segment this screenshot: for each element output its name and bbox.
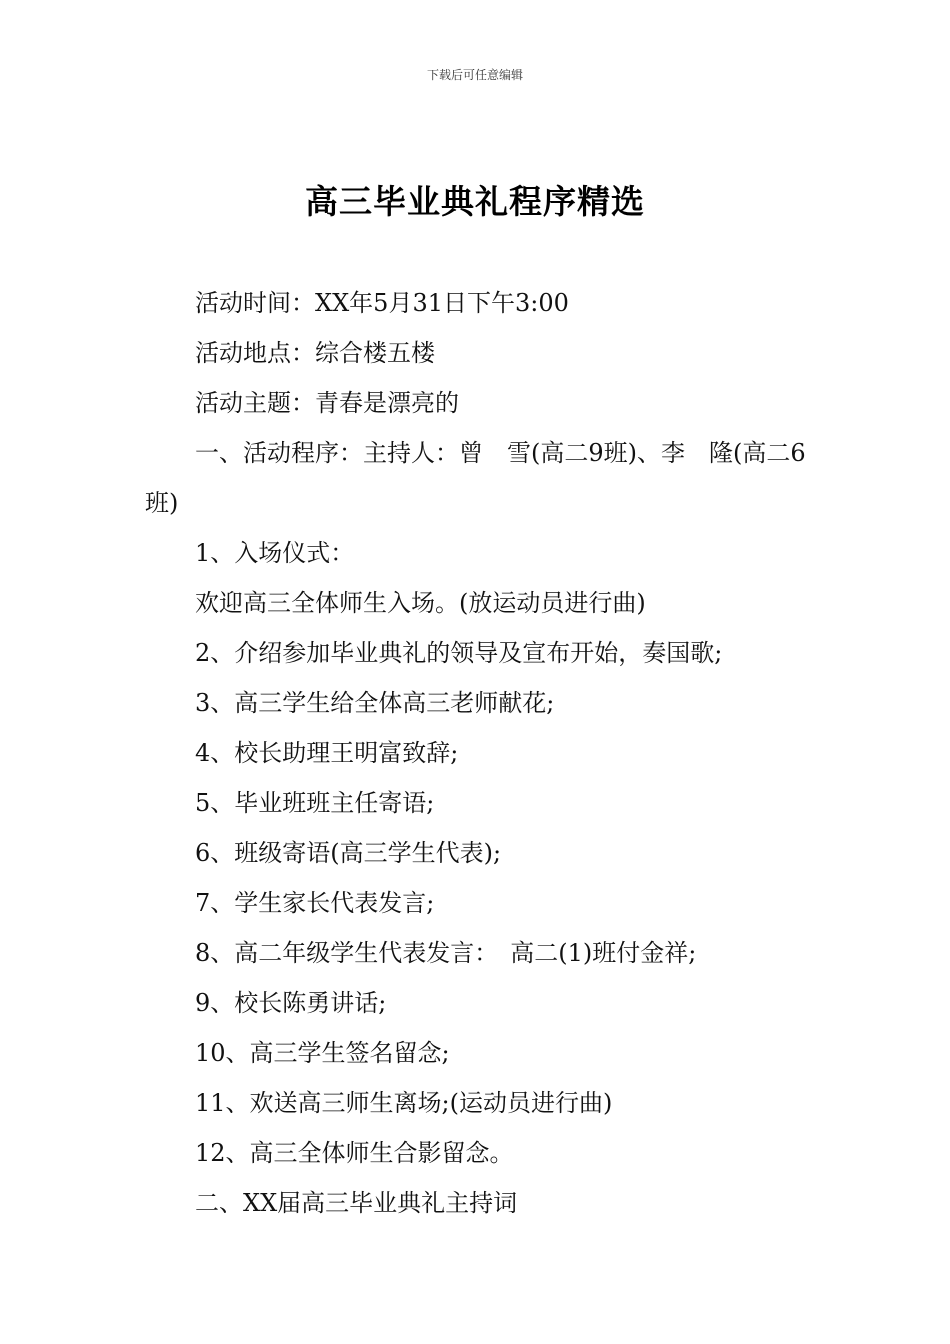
paragraph-activity-theme: 活动主题：青春是漂亮的 bbox=[195, 389, 459, 417]
page-header-note: 下载后可任意编辑 bbox=[426, 68, 523, 82]
paragraph-activity-location: 活动地点：综合楼五楼 bbox=[195, 339, 435, 367]
paragraph-step-5: 5、毕业班班主任寄语; bbox=[195, 789, 435, 817]
paragraph-section-2-heading: 二、XX届高三毕业典礼主持词 bbox=[195, 1189, 518, 1217]
paragraph-step-4: 4、校长助理王明富致辞; bbox=[195, 739, 459, 767]
paragraph-step-1-detail: 欢迎高三全体师生入场。(放运动员进行曲) bbox=[195, 589, 646, 617]
paragraph-step-6: 6、班级寄语(高三学生代表); bbox=[195, 839, 502, 867]
paragraph-program-hosts: 一、活动程序：主持人：曾 雪(高二9班)、李 隆(高二6班) bbox=[145, 439, 806, 517]
paragraph-step-3: 3、高三学生给全体高三老师献花; bbox=[195, 689, 555, 717]
paragraph-step-1: 1、入场仪式： bbox=[195, 539, 355, 567]
document-title: 高三毕业典礼程序精选 bbox=[305, 182, 645, 221]
paragraph-step-11: 11、欢送高三师生离场;(运动员进行曲) bbox=[195, 1089, 613, 1117]
paragraph-activity-time: 活动时间：XX年5月31日下午3:00 bbox=[195, 289, 569, 317]
paragraph-step-10: 10、高三学生签名留念; bbox=[195, 1039, 450, 1067]
paragraph-step-2: 2、介绍参加毕业典礼的领导及宣布开始，奏国歌; bbox=[195, 639, 723, 667]
paragraph-step-9: 9、校长陈勇讲话; bbox=[195, 989, 387, 1017]
paragraph-step-12: 12、高三全体师生合影留念。 bbox=[195, 1139, 514, 1167]
paragraph-step-7: 7、学生家长代表发言; bbox=[195, 889, 435, 917]
paragraph-step-8: 8、高二年级学生代表发言： 高二(1)班付金祥; bbox=[195, 939, 697, 967]
document-body bbox=[145, 278, 810, 1228]
